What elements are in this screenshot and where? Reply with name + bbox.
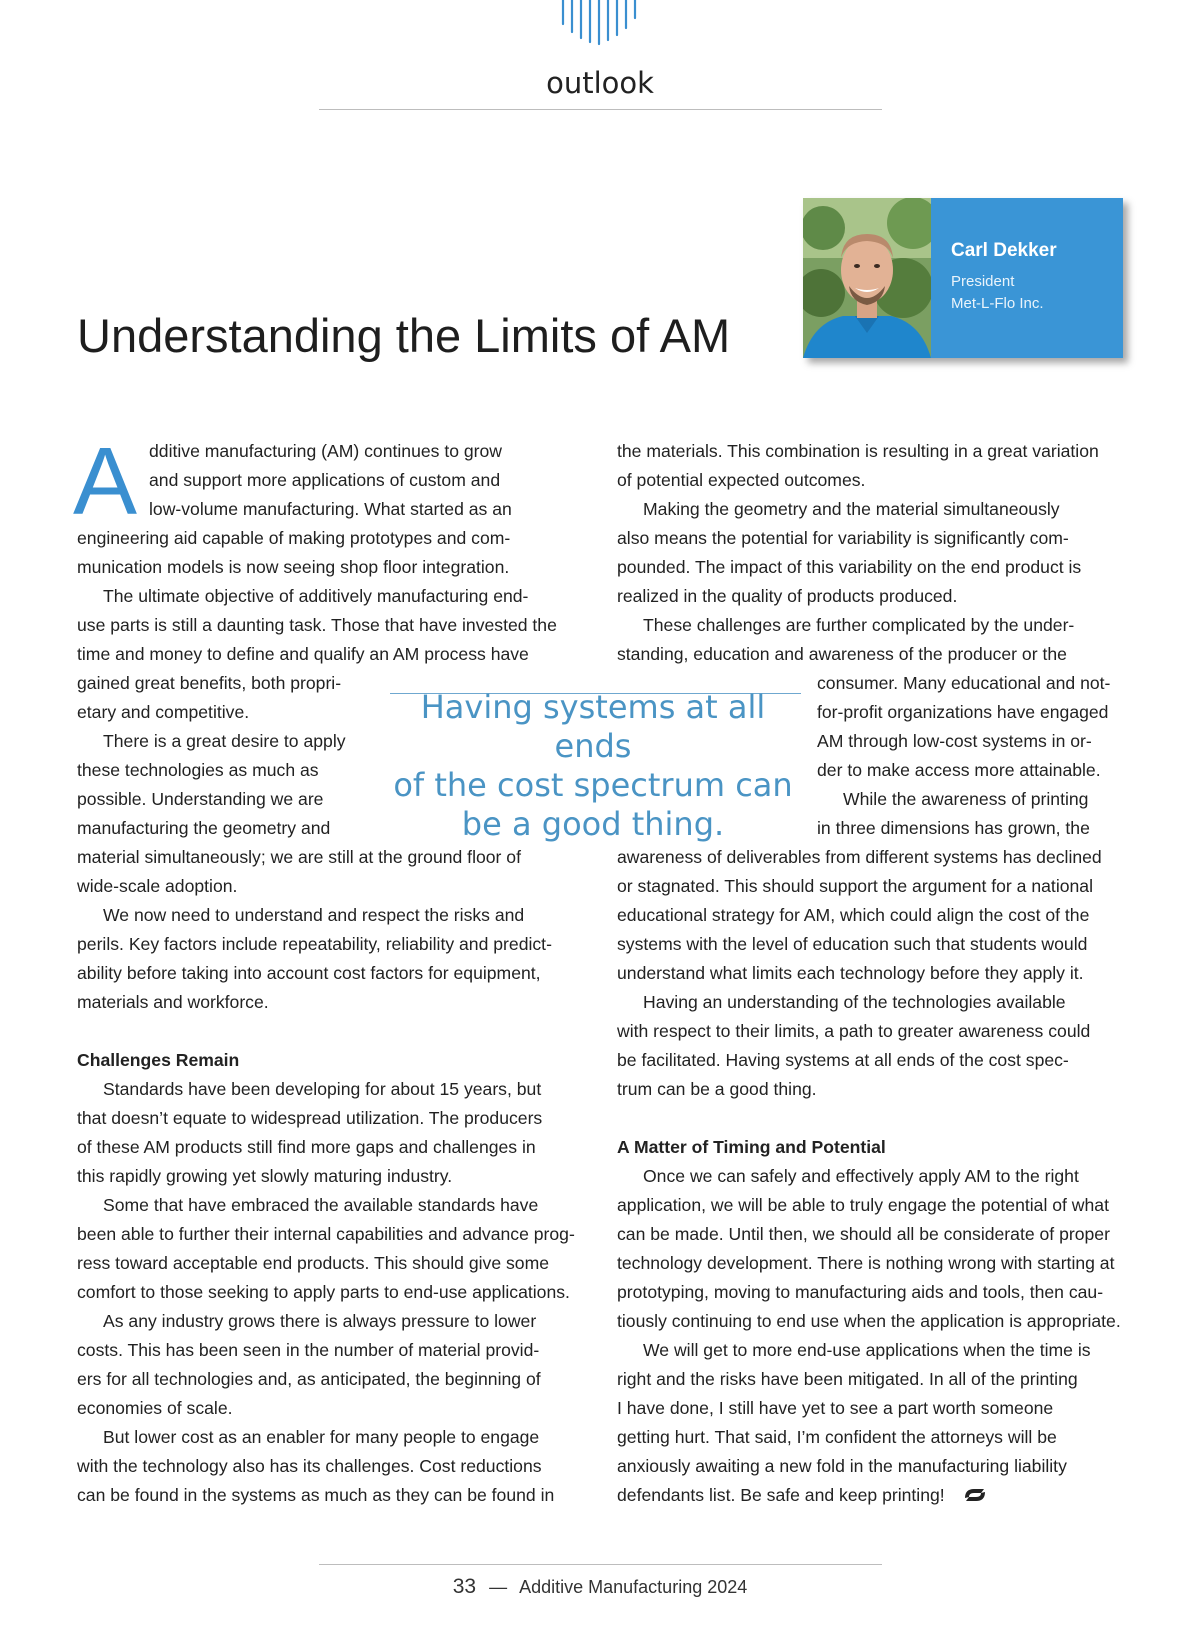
subhead-challenges-remain: Challenges Remain [77, 1050, 240, 1070]
body-line: ress toward acceptable end products. This should give some [77, 1253, 550, 1273]
body-line: can be made. Until then, we should all be considerate of proper [617, 1224, 1110, 1244]
body-line: use parts is still a daunting task. Those that have invested the [77, 615, 557, 635]
body-line: this rapidly growing yet slowly maturing industry. [77, 1166, 453, 1186]
article-title: Understanding the Limits of AM [77, 309, 731, 362]
body-line: pounded. The impact of this variability on the end product is [617, 557, 1082, 577]
body-line: Once we can safely and effectively apply AM to the right [643, 1166, 1079, 1186]
pullquote [386, 688, 800, 844]
body-line: material simultaneously; we are still at the ground floor of [77, 847, 521, 867]
body-line: As any industry grows there is always pressure to lower [103, 1311, 537, 1331]
publication-name: Additive Manufacturing 2024 [519, 1577, 748, 1597]
body-line: We will get to more end-use applications when the time is [643, 1340, 1091, 1360]
body-line: possible. Understanding we are [77, 789, 324, 809]
page-footer [0, 1575, 1200, 1599]
body-line: low-volume manufacturing. What started as an [149, 499, 512, 519]
header-rule [319, 109, 882, 110]
body-line: that doesn’t equate to widespread utilization. The producers [77, 1108, 543, 1128]
footer-rule [319, 1564, 882, 1565]
body-line: these technologies as much as [77, 760, 319, 780]
body-line: Having an understanding of the technologies available [643, 992, 1066, 1012]
subhead-timing-potential: A Matter of Timing and Potential [617, 1137, 886, 1157]
body-line: understand what limits each technology before they apply it. [617, 963, 1084, 983]
footer-separator: — [489, 1577, 508, 1597]
author-photo [803, 198, 931, 358]
pullquote-line: of the cost spectrum can [393, 766, 793, 804]
publication-logo [558, 0, 638, 48]
pullquote-line: be a good thing. [461, 805, 725, 843]
body-line: anxiously awaiting a new fold in the manufacturing liability [617, 1456, 1067, 1476]
body-line: munication models is now seeing shop floor integration. [77, 557, 510, 577]
body-line: comfort to those seeking to apply parts to end-use applications. [77, 1282, 570, 1302]
body-line: dditive manufacturing (AM) continues to grow [149, 441, 503, 461]
body-line: been able to further their internal capabilities and advance prog- [77, 1224, 575, 1244]
body-line: manufacturing the geometry and [77, 818, 331, 838]
body-line: in three dimensions has grown, the [817, 818, 1090, 838]
body-line: systems with the level of education such that students would [617, 934, 1088, 954]
body-line: the materials. This combination is resulting in a great variation [617, 441, 1099, 461]
body-line: But lower cost as an enabler for many people to engage [103, 1427, 540, 1447]
body-line: economies of scale. [77, 1398, 233, 1418]
body-line: or stagnated. This should support the argument for a national [617, 876, 1093, 896]
body-line: ability before taking into account cost factors for equipment, [77, 963, 541, 983]
body-line: educational strategy for AM, which could align the cost of the [617, 905, 1090, 925]
body-line: getting hurt. That said, I’m confident the attorneys will be [617, 1427, 1057, 1447]
body-line: gained great benefits, both propri- [77, 673, 342, 693]
body-line: engineering aid capable of making prototypes and com- [77, 528, 511, 548]
body-line: realized in the quality of products produced. [617, 586, 958, 606]
page-number: 33 [452, 1575, 477, 1598]
body-line: prototyping, moving to manufacturing aids and tools, then cau- [617, 1282, 1104, 1302]
body-line: Standards have been developing for about 15 years, but [103, 1079, 542, 1099]
body-line: with the technology also has its challenges. Cost reductions [77, 1456, 542, 1476]
body-line: We now need to understand and respect the risks and [103, 905, 525, 925]
body-line: of these AM products still find more gaps and challenges in [77, 1137, 536, 1157]
drop-cap: A [73, 428, 138, 535]
body-line: etary and competitive. [77, 702, 250, 722]
body-line: costs. This has been seen in the number of material provid- [77, 1340, 540, 1360]
body-line: with respect to their limits, a path to greater awareness could [617, 1021, 1091, 1041]
body-line: for-profit organizations have engaged [817, 702, 1109, 722]
body-line: trum can be a good thing. [617, 1079, 817, 1099]
body-line: application, we will be able to truly engage the potential of what [617, 1195, 1109, 1215]
author-role: President [951, 273, 1015, 290]
body-line: standing, education and awareness of the producer or the [617, 644, 1067, 664]
body-line: AM through low-cost systems in or- [817, 731, 1092, 751]
body-line: consumer. Many educational and not- [817, 673, 1111, 693]
body-line: time and money to define and qualify an AM process have [77, 644, 529, 664]
pullquote-line: Having systems at all ends [420, 688, 766, 765]
body-line: technology development. There is nothing wrong with starting at [617, 1253, 1115, 1273]
body-line: be facilitated. Having systems at all ends of the cost spec- [617, 1050, 1069, 1070]
body-line: There is a great desire to apply [103, 731, 346, 751]
body-line: perils. Key factors include repeatability, reliability and predict- [77, 934, 552, 954]
body-line: defendants list. Be safe and keep printing! [617, 1485, 945, 1505]
author-company: Met-L-Flo Inc. [951, 295, 1044, 312]
body-line: Making the geometry and the material simultaneously [643, 499, 1060, 519]
body-line: While the awareness of printing [843, 789, 1089, 809]
author-card [803, 198, 1123, 358]
body-line: These challenges are further complicated by the under- [643, 615, 1075, 635]
body-line: ers for all technologies and, as anticipated, the beginning of [77, 1369, 541, 1389]
body-line: awareness of deliverables from different systems has declined [617, 847, 1102, 867]
body-line: right and the risks have been mitigated. In all of the printing [617, 1369, 1078, 1389]
section-label: outlook [546, 66, 654, 100]
body-line: wide-scale adoption. [77, 876, 238, 896]
body-line: materials and workforce. [77, 992, 269, 1012]
end-mark-icon [962, 1486, 988, 1504]
body-line: and support more applications of custom and [149, 470, 501, 490]
body-line: Some that have embraced the available standards have [103, 1195, 539, 1215]
author-name: Carl Dekker [951, 240, 1057, 261]
body-line: can be found in the systems as much as they can be found in [77, 1485, 555, 1505]
body-line: The ultimate objective of additively manufacturing end- [103, 586, 529, 606]
body-line: der to make access more attainable. [817, 760, 1101, 780]
body-line: also means the potential for variability is significantly com- [617, 528, 1069, 548]
body-line: tiously continuing to end use when the application is appropriate. [617, 1311, 1121, 1331]
body-line: I have done, I still have yet to see a part worth someone [617, 1398, 1054, 1418]
body-line: of potential expected outcomes. [617, 470, 866, 490]
